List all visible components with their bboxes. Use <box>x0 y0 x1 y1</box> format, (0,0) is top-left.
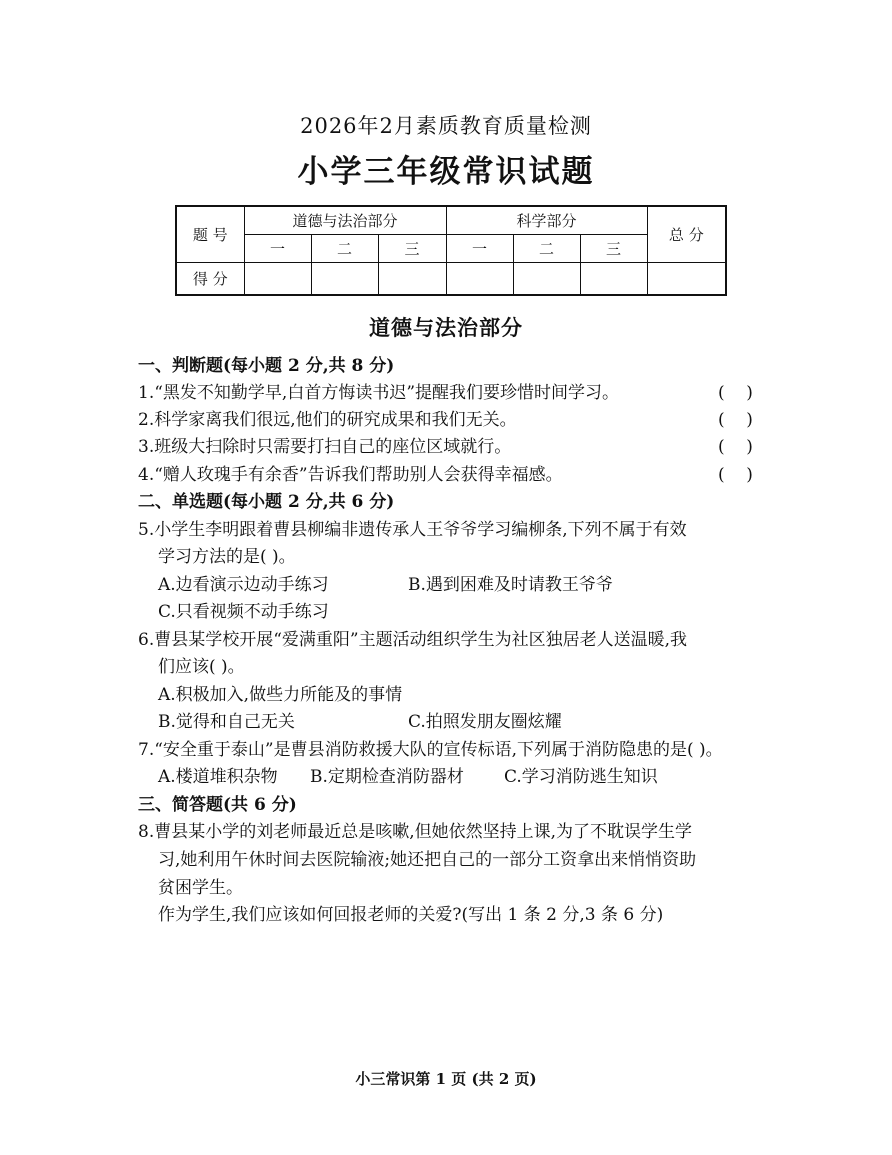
section-title: 道德与法治部分 <box>369 315 523 340</box>
score-cell[interactable] <box>446 262 513 295</box>
exam-title: 2026年2月素质教育质量检测 <box>300 114 592 138</box>
question-6-option-c: C.拍照发朋友圈炫耀 <box>408 712 562 732</box>
moral-sub-2: 二 <box>311 234 378 262</box>
row-label-question: 题 号 <box>176 206 244 262</box>
part1-heading: 一、判断题(每小题 2 分,共 8 分) <box>138 356 395 376</box>
question-7-option-b: B.定期检查消防器材 <box>310 767 464 787</box>
total-score-cell[interactable] <box>647 262 726 295</box>
question-3: 3.班级大扫除时只需要打扫自己的座位区域就行。 <box>138 437 512 457</box>
question-8-line4: 作为学生,我们应该如何回报老师的关爱?(写出 1 条 2 分,3 条 6 分) <box>158 905 664 925</box>
question-5-line2: 学习方法的是( )。 <box>158 547 296 567</box>
question-8-line3: 贫困学生。 <box>158 878 243 898</box>
group-science-header: 科学部分 <box>446 206 647 234</box>
question-7-line1: 7.“安全重于泰山”是曹县消防救援大队的宣传标语,下列属于消防隐患的是( )。 <box>138 740 723 760</box>
part3-heading: 三、简答题(共 6 分) <box>138 795 297 815</box>
question-5-option-c: C.只看视频不动手练习 <box>158 602 329 622</box>
question-6-option-a: A.积极加入,做些力所能及的事情 <box>158 685 403 705</box>
score-cell[interactable] <box>378 262 446 295</box>
question-6-line1: 6.曹县某学校开展“爱满重阳”主题活动组织学生为社区独居老人送温暖,我 <box>138 630 688 650</box>
total-header: 总 分 <box>647 206 726 262</box>
question-5-option-b: B.遇到困难及时请教王爷爷 <box>408 575 613 595</box>
question-7-option-a: A.楼道堆积杂物 <box>158 767 278 787</box>
question-1: 1.“黑发不知勤学早,白首方悔读书迟”提醒我们要珍惜时间学习。 <box>138 383 620 403</box>
question-4: 4.“赠人玫瑰手有余香”告诉我们帮助别人会获得幸福感。 <box>138 465 563 485</box>
page-footer: 小三常识第 1 页 (共 2 页) <box>355 1070 537 1088</box>
score-cell[interactable] <box>244 262 311 295</box>
question-5-option-a: A.边看演示边动手练习 <box>158 575 329 595</box>
question-6-option-b: B.觉得和自己无关 <box>158 712 295 732</box>
score-cell[interactable] <box>513 262 580 295</box>
question-8-line2: 习,她利用午休时间去医院输液;她还把自己的一部分工资拿出来悄悄资助 <box>158 850 697 870</box>
answer-blank-1[interactable]: ( ) <box>718 383 753 403</box>
science-sub-2: 二 <box>513 234 580 262</box>
answer-blank-4[interactable]: ( ) <box>718 465 753 485</box>
score-cell[interactable] <box>580 262 647 295</box>
answer-blank-3[interactable]: ( ) <box>718 437 753 457</box>
question-8-line1: 8.曹县某小学的刘老师最近总是咳嗽,但她依然坚持上课,为了不耽误学生学 <box>138 822 693 842</box>
moral-sub-1: 一 <box>244 234 311 262</box>
row-label-score: 得 分 <box>176 262 244 295</box>
question-6-line2: 们应该( )。 <box>158 657 245 677</box>
moral-sub-3: 三 <box>378 234 446 262</box>
score-cell[interactable] <box>311 262 378 295</box>
part2-heading: 二、单选题(每小题 2 分,共 6 分) <box>138 492 395 512</box>
group-moral-header: 道德与法治部分 <box>244 206 446 234</box>
answer-blank-2[interactable]: ( ) <box>718 410 753 430</box>
paper-title: 小学三年级常识试题 <box>297 154 595 190</box>
science-sub-3: 三 <box>580 234 647 262</box>
science-sub-1: 一 <box>446 234 513 262</box>
question-2: 2.科学家离我们很远,他们的研究成果和我们无关。 <box>138 410 517 430</box>
question-5-line1: 5.小学生李明跟着曹县柳编非遗传承人王爷爷学习编柳条,下列不属于有效 <box>138 520 687 540</box>
score-table <box>175 205 727 296</box>
question-7-option-c: C.学习消防逃生知识 <box>504 767 658 787</box>
